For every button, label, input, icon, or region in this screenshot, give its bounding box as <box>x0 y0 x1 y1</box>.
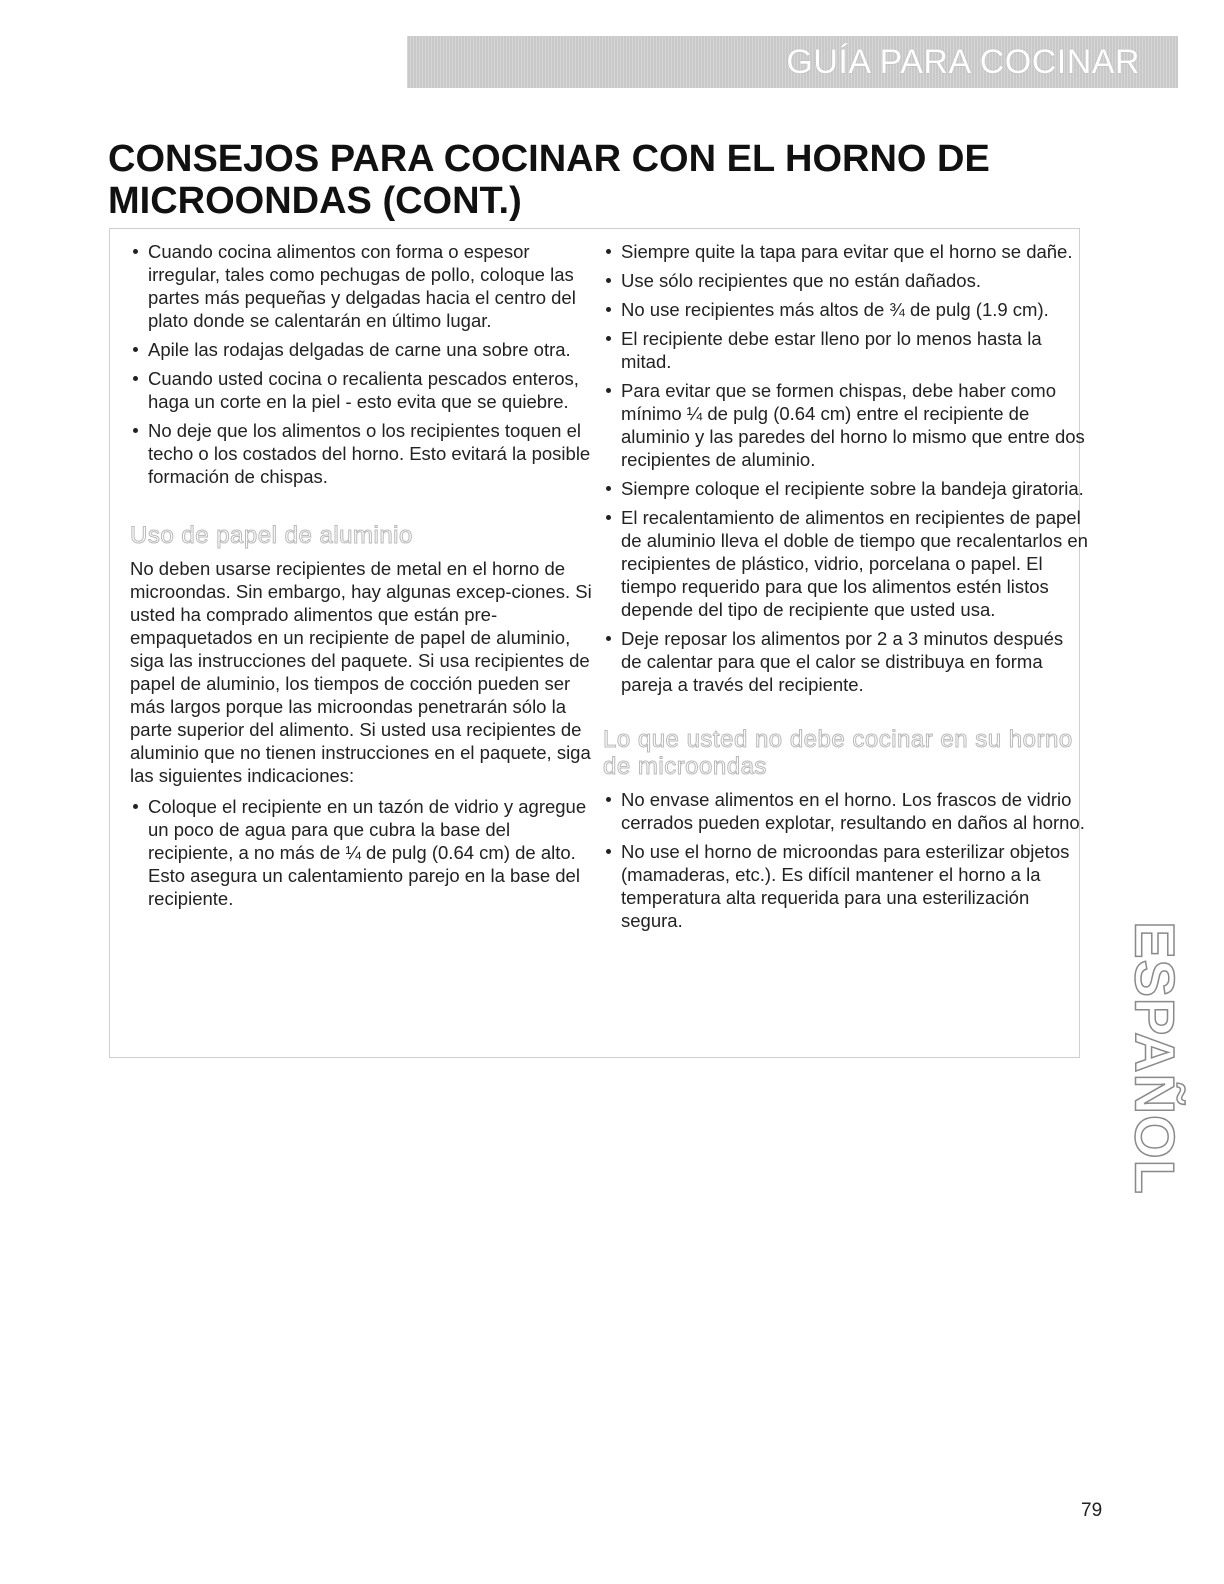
header-band <box>407 36 1178 88</box>
list-item: Cuando usted cocina o recalienta pescados enteros, haga un corte en la piel - esto evita que se quiebre. <box>130 367 595 413</box>
list-item: Coloque el recipiente en un tazón de vidrio y agregue un poco de agua para que cubra la base del recipiente, a no más de ¼ de pulg (0.64 cm) de alto. Esto asegura un calentamiento parejo en la base del recipiente. <box>130 795 595 910</box>
page-number: 79 <box>1081 1500 1103 1521</box>
right-column <box>603 240 1088 938</box>
list-item: Siempre coloque el recipiente sobre la bandeja giratoria. <box>603 477 1088 500</box>
list-item: No envase alimentos en el horno. Los frascos de vidrio cerrados pueden explotar, resultando en daños al horno. <box>603 788 1088 834</box>
list-item: Apile las rodajas delgadas de carne una sobre otra. <box>130 338 595 361</box>
aluminum-paragraph: No deben usarse recipientes de metal en el horno de microondas. Sin embargo, hay algunas excep-ciones. Si usted ha comprado alimentos que están pre-empaquetados en un recipiente de papel de aluminio, siga las instrucciones del paquete. Si usa recipientes de papel de aluminio, los tiempos de cocción pueden ser más largos porque las microondas penetrarán sólo la parte superior del alimento. Si usted usa recipientes de aluminio que no tienen instrucciones en el paquete, siga las siguientes indicaciones: <box>130 558 592 786</box>
right-bullet-list <box>603 240 1088 696</box>
list-item: Para evitar que se formen chispas, debe haber como mínimo ¼ de pulg (0.64 cm) entre el recipiente de aluminio y las paredes del horno lo mismo que entre dos recipientes de aluminio. <box>603 379 1088 471</box>
list-item: Cuando cocina alimentos con forma o espesor irregular, tales como pechugas de pollo, coloque las partes más pequeñas y delgadas hacia el centro del plato donde se calentarán en último lugar. <box>130 240 595 332</box>
section-heading-do-not-cook: Lo que usted no debe cocinar en su horno de microondas <box>603 726 1073 780</box>
aluminum-bullet-list <box>130 795 595 910</box>
list-item: No use el horno de microondas para esterilizar objetos (mamaderas, etc.). Es difícil mantener el horno a la temperatura alta requerida para una esterilización segura. <box>603 840 1088 932</box>
section-header-title: GUÍA PARA COCINAR <box>786 43 1140 81</box>
language-side-tab <box>1123 921 1187 1195</box>
list-item: El recalentamiento de alimentos en recipientes de papel de aluminio lleva el doble de tiempo que recalentarlos en recipientes de plástico, vidrio, porcelana o papel. El tiempo requerido para que los alimentos estén listos depende del tipo de recipiente que usted usa. <box>603 506 1088 621</box>
do-not-cook-bullet-list <box>603 788 1088 932</box>
list-item: No use recipientes más altos de ¾ de pulg (1.9 cm). <box>603 298 1088 321</box>
left-column <box>130 240 595 916</box>
language-label: ESPAÑOL <box>1123 921 1187 1195</box>
list-item: No deje que los alimentos o los recipientes toquen el techo o los costados del horno. Esto evitará la posible formación de chispas. <box>130 419 595 488</box>
section-heading-aluminum: Uso de papel de aluminio <box>130 522 413 549</box>
list-item: Siempre quite la tapa para evitar que el horno se dañe. <box>603 240 1088 263</box>
left-bullet-list <box>130 240 595 488</box>
list-item: El recipiente debe estar lleno por lo menos hasta la mitad. <box>603 327 1088 373</box>
list-item: Deje reposar los alimentos por 2 a 3 minutos después de calentar para que el calor se distribuya en forma pareja a través del recipiente. <box>603 627 1088 696</box>
page-title: CONSEJOS PARA COCINAR CON EL HORNO DE MICROONDAS (CONT.) <box>108 138 990 222</box>
list-item: Use sólo recipientes que no están dañados. <box>603 269 1088 292</box>
